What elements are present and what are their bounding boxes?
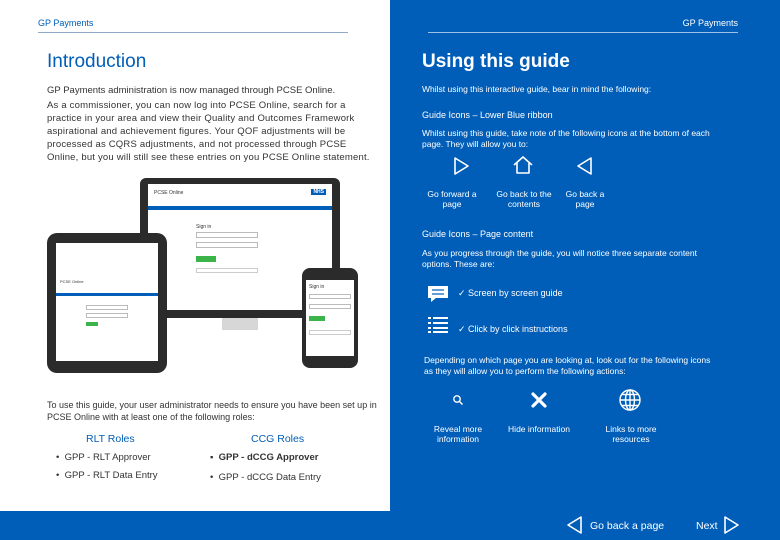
monitor-signin: Sign in <box>196 224 212 230</box>
tablet-nav-bar <box>56 293 158 296</box>
page-title-introduction: Introduction <box>47 51 147 72</box>
header-right: GP Payments <box>682 18 738 28</box>
tablet-screen <box>56 243 158 361</box>
monitor-title: PCSE Online <box>154 190 184 196</box>
nav-label-forward: Go forward a page <box>427 189 477 209</box>
depending-text: Depending on which page you are looking at, look out for the following icons as they will allow you to perform the following actions: <box>424 355 711 376</box>
option-screen-by-screen: ✓ Screen by screen guide <box>458 288 563 298</box>
play-back-icon <box>576 156 594 181</box>
go-back-link[interactable]: Go back a page <box>590 520 665 532</box>
right-panel <box>390 0 780 540</box>
nhs-logo: NHS <box>313 189 324 195</box>
ccg-role-item: • GPP - dCCG Data Entry <box>210 472 321 483</box>
home-icon <box>512 155 534 180</box>
play-forward-icon <box>452 156 470 181</box>
action-label-links: Links to more resources <box>605 424 657 444</box>
rlt-role-item: • GPP - RLT Data Entry <box>56 470 158 481</box>
action-label-reveal: Reveal more information <box>433 424 483 444</box>
tablet-signin-button <box>86 322 98 326</box>
ccg-role-label: GPP - dCCG Data Entry <box>218 472 321 483</box>
play-back-icon[interactable] <box>566 515 584 540</box>
ccg-role-label: GPP - dCCG Approver <box>218 452 319 463</box>
header-divider-right <box>428 32 738 33</box>
globe-icon <box>618 388 642 417</box>
rlt-role-item: • GPP - RLT Approver <box>56 452 151 463</box>
ribbon-text: Whilst using this guide, take note of the following icons at the bottom of each page. They will allow you to: <box>422 128 710 149</box>
intro-paragraph-1: GP Payments administration is now managed through PCSE Online. <box>47 85 336 96</box>
chat-bubble-icon <box>426 284 450 309</box>
tablet-field-1 <box>86 305 128 310</box>
phone-field-1 <box>309 294 351 299</box>
header-left: GP Payments <box>38 18 94 28</box>
monitor-stand <box>222 318 258 330</box>
list-icon <box>428 316 448 339</box>
option-click-by-click: ✓ Click by click instructions <box>458 324 568 334</box>
play-forward-icon[interactable] <box>722 515 740 540</box>
intro-paragraph-2: As a commissioner, you can now log into PCSE Online, search for a practice in your area and view their Quality and Outcomes Framework aspirational and achievement figures. Your QOF adjustments will be processed as CQRS adjustments, and not processed through PCSE Online, but you will still see these entries on you PCSE Online statement. <box>47 100 370 163</box>
phone-field-3 <box>309 330 351 335</box>
tablet <box>47 233 167 373</box>
rlt-role-label: GPP - RLT Approver <box>64 452 151 463</box>
next-link[interactable]: Next <box>696 520 718 532</box>
username-field <box>196 232 258 238</box>
bottom-ribbon <box>0 511 780 540</box>
close-x-icon <box>530 391 548 414</box>
tablet-title: PCSE Online <box>60 279 84 284</box>
signin-button <box>196 256 216 262</box>
ribbon-heading: Guide Icons – Lower Blue ribbon <box>422 110 553 120</box>
phone-signin-button <box>309 316 325 321</box>
rlt-role-label: GPP - RLT Data Entry <box>64 470 158 481</box>
content-heading: Guide Icons – Page content <box>422 229 534 239</box>
roles-intro-paragraph: To use this guide, your user administrator needs to ensure you have been set up in PCSE Online with at least one of the following roles: <box>47 400 377 422</box>
magnifier-icon <box>452 393 464 411</box>
action-label-hide: Hide information <box>508 424 570 434</box>
ccg-roles-heading: CCG Roles <box>251 433 305 445</box>
password-field <box>196 242 258 248</box>
header-divider-left <box>38 32 348 33</box>
ccg-role-item: ▪ GPP - dCCG Approver <box>210 452 319 463</box>
guide-intro-text: Whilst using this interactive guide, bear in mind the following: <box>422 84 652 94</box>
content-text: As you progress through the guide, you will notice three separate content options. These are: <box>422 248 698 269</box>
phone-screen <box>306 280 354 356</box>
nav-label-contents: Go back to the contents <box>496 189 552 209</box>
phone-field-2 <box>309 304 351 309</box>
tablet-field-2 <box>86 313 128 318</box>
page-title-using-this-guide: Using this guide <box>422 51 570 72</box>
monitor-nav-bar <box>148 206 332 210</box>
nav-label-back: Go back a page <box>565 189 605 209</box>
phone-signin: Sign in <box>309 284 325 290</box>
phone <box>302 268 358 368</box>
rlt-roles-heading: RLT Roles <box>86 433 135 445</box>
monitor-field-3 <box>196 268 258 273</box>
